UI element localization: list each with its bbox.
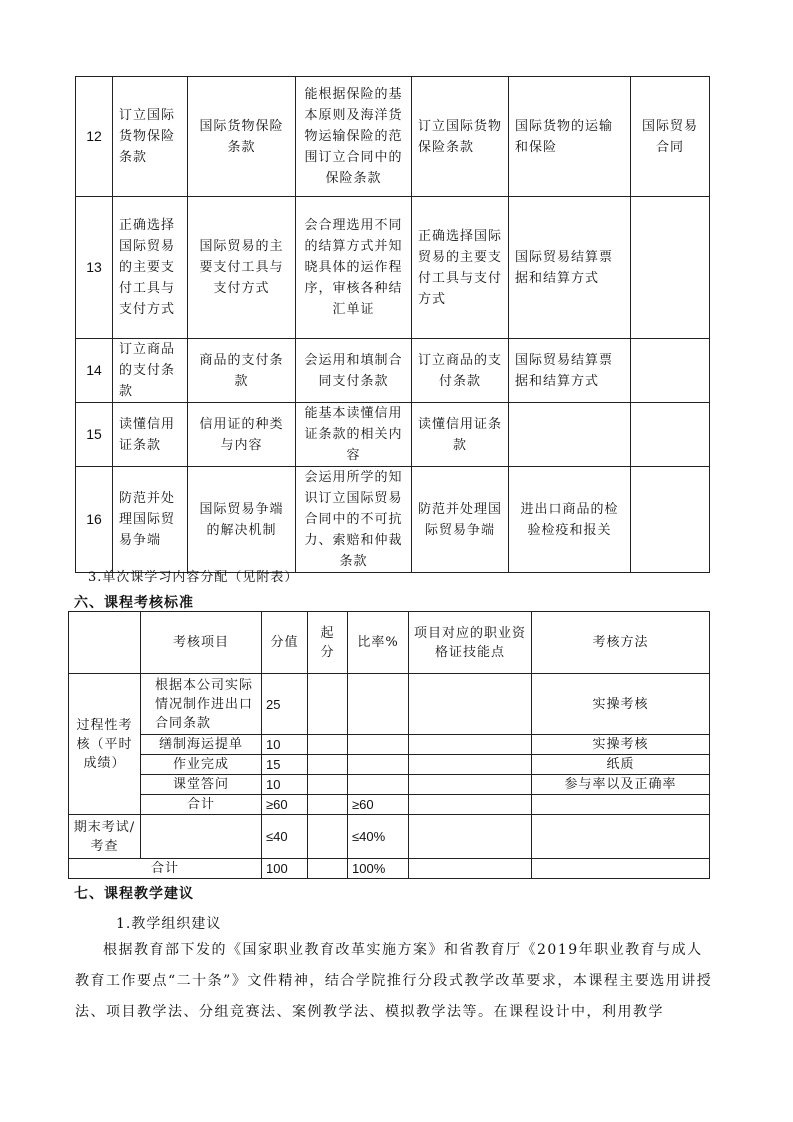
table-row [69,775,710,795]
header-ratio: 比率% [348,612,409,674]
ability-cell: 读懂信用证条款 [412,403,509,467]
ability-cell: 防范并处理国际贸易争端 [412,467,509,573]
header-cert: 项目对应的职业资格证技能点 [409,612,532,674]
empty-header-cell [69,612,141,674]
final-label: 期末考试/考查 [69,815,141,859]
table-row [69,755,710,775]
project-cell [631,467,710,573]
task-cell: 正确选择国际贸易的主要支付工具与支付方式 [113,197,188,339]
skill-cell: 能基本读懂信用证条款的相关内容 [296,403,412,467]
table-row [76,197,710,339]
skill-cell: 会运用和填制合同支付条款 [296,339,412,403]
knowledge-cell: 商品的支付条款 [188,339,296,403]
note-single-lesson: 3.单次课学习内容分配（见附表） [88,570,299,585]
method-cell: 纸质 [532,755,710,775]
row-number: 14 [76,339,113,403]
subtotal-label: 合计 [141,795,262,815]
header-method: 考核方法 [532,612,710,674]
header-item: 考核项目 [141,612,262,674]
item-cell [141,815,262,859]
total-score: 100 [262,859,308,879]
body-paragraph: 根据教育部下发的《国家职业教育改革实施方案》和省教育厅《2019年职业教育与成人教育工作要点“二十条”》文件精神，结合学院推行分段式教学改革要求，本课程主要选用讲授法、项目教学法、分组竞赛法、案例教学法、模拟教学法等。在课程设计中，利用教学 [75,942,713,1020]
skill-cell: 能根据保险的基本原则及海洋货物运输保险的范围订立合同中的保险条款 [296,77,412,197]
method-cell [532,815,710,859]
module-cell: 国际贸易结算票据和结算方式 [509,197,631,339]
item-cell: 作业完成 [141,755,262,775]
subtotal-score: ≥60 [262,795,308,815]
table-header-row [69,612,710,674]
item-cell: 缮制海运提单 [141,735,262,755]
item-cell: 课堂答问 [141,775,262,795]
total-row [69,859,710,879]
table-row [76,339,710,403]
table-row [76,403,710,467]
assessment-table [68,611,710,879]
project-cell [631,197,710,339]
section-heading-assessment: 六、课程考核标准 [74,595,194,611]
cert-cell [409,735,532,755]
item-cell: 根据本公司实际情况制作进出口合同条款 [141,674,262,735]
method-cell: 参与率以及正确率 [532,775,710,795]
knowledge-cell: 国际贸易争端的解决机制 [188,467,296,573]
knowledge-cell: 国际货物保险条款 [188,77,296,197]
ratio-cell [348,775,409,795]
final-score: ≤40 [262,815,308,859]
final-ratio: ≤40% [348,815,409,859]
task-cell: 订立国际货物保险条款 [113,77,188,197]
score-cell: 15 [262,755,308,775]
method-cell [532,795,710,815]
task-cell: 读懂信用证条款 [113,403,188,467]
skill-cell: 会运用所学的知识订立国际贸易合同中的不可抗力、索赔和仲裁条款 [296,467,412,573]
from-cell [308,795,348,815]
row-number: 13 [76,197,113,339]
module-cell: 进出口商品的检验检疫和报关 [509,467,631,573]
from-cell [308,735,348,755]
table-row [76,467,710,573]
cert-cell [409,775,532,795]
cert-cell [409,674,532,735]
table-row [69,735,710,755]
ratio-cell [348,755,409,775]
method-cell: 实操考核 [532,735,710,755]
module-cell: 国际贸易结算票据和结算方式 [509,339,631,403]
final-row [69,815,710,859]
cert-cell [409,859,532,879]
from-cell [308,859,348,879]
header-from: 起分 [308,612,348,674]
task-cell: 订立商品的支付条款 [113,339,188,403]
ratio-cell [348,674,409,735]
row-number: 16 [76,467,113,573]
project-cell [631,339,710,403]
cert-cell [409,755,532,775]
header-score: 分值 [262,612,308,674]
project-cell: 国际贸易合同 [631,77,710,197]
project-cell [631,403,710,467]
course-content-table [75,76,710,573]
section-heading-teaching: 七、课程教学建议 [74,886,194,902]
skill-cell: 会合理选用不同的结算方式并知晓具体的运作程序，审核各种结汇单证 [296,197,412,339]
score-cell: 10 [262,735,308,755]
knowledge-cell: 国际贸易的主要支付工具与支付方式 [188,197,296,339]
row-number: 12 [76,77,113,197]
ability-cell: 正确选择国际贸易的主要支付工具与支付方式 [412,197,509,339]
ability-cell: 订立商品的支付条款 [412,339,509,403]
from-cell [308,775,348,795]
ability-cell: 订立国际货物保险条款 [412,77,509,197]
subtotal-row [69,795,710,815]
total-label: 合计 [69,859,262,879]
row-number: 15 [76,403,113,467]
ratio-cell [348,735,409,755]
task-cell: 防范并处理国际贸易争端 [113,467,188,573]
module-cell [509,403,631,467]
knowledge-cell: 信用证的种类与内容 [188,403,296,467]
subtotal-ratio: ≥60 [348,795,409,815]
score-cell: 10 [262,775,308,795]
cert-cell [409,815,532,859]
subheading-organization: 1.教学组织建议 [116,916,222,932]
module-cell: 国际货物的运输和保险 [509,77,631,197]
method-cell [532,859,710,879]
process-label: 过程性考核（平时成绩） [69,674,141,815]
from-cell [308,815,348,859]
total-ratio: 100% [348,859,409,879]
table-row [69,674,710,735]
from-cell [308,674,348,735]
from-cell [308,755,348,775]
method-cell: 实操考核 [532,674,710,735]
table-row [76,77,710,197]
cert-cell [409,795,532,815]
score-cell: 25 [262,674,308,735]
